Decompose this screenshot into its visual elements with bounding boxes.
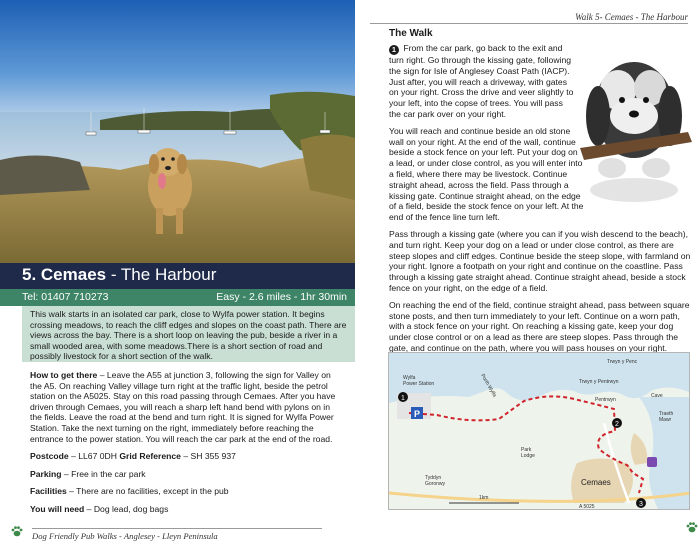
walk-heading: The Walk [389, 28, 433, 39]
paragraph-2-text: You will reach and continue beside an old stone wall on your right. At the end of the wall, continue beside a stock fence on your left. Put your dog on a lead, or under close control, as you will enter into a field, where there may be livestock. Continue straight ahead, across the field. Pass through a kissing gate. Continue straight ahead, on the edge of a field, beside the stock fence on your left. At the end of the fence line turn left. [389, 125, 584, 223]
how-text: – Leave the A55 at junction 3, following the sign for Valley on the A5. On reaching Valley village turn right at the traffic light, beside the petrol station on the A5025. Stay on this road passing through Cemaes. After you have driven through Cemaes, you will reach a sharp left hand bend with pylons on in the fields. Leave the road at the bend and turn right. It is signed for Wylfa Power Station. Take the next turning on the right, immediately before reaching the entrance to the power station. You will reach the car park at the end of the road. [30, 370, 336, 444]
parking-label: Parking [30, 468, 62, 479]
walk-title [0, 263, 355, 289]
map-label-cemaes: Cemaes [581, 478, 611, 487]
paw-print-icon [685, 520, 699, 534]
map-marker-3: 3 [639, 501, 643, 508]
intro-box: This walk starts in an isolated car park, close to Wylfa power station. It begins crossing meadows, to reach the cliff edges and slopes on the coast path. There are views across the bay. There is a short loop on leaving the pub, beside a river in a small wooded area, with some meadows.There is a short section of road and possibly livestock for a short section of the walk. [22, 306, 355, 362]
you-will-need-line [30, 504, 340, 515]
step-number-badge: 1 [389, 45, 399, 55]
paragraph-4: On reaching the end of the field, continue straight ahead, pass between square stone posts, and then turn immediately to your left. Continue on a worn path, with a stock fence on your right. On reaching a kissing gate, keep your dog under close control or on a lead as there are steep slopes. Pass through the gate, and continue on the path, where you will pass houses on your right. [389, 299, 690, 353]
map-label-road: A 5025 [579, 504, 595, 510]
postcode-label: Postcode [30, 451, 69, 462]
postcode-value: – LL67 0DH [68, 451, 120, 462]
map-label-wylfa: Wylfa Power Station [403, 375, 435, 387]
map-label-pentrwyn: Pentrwyn [595, 397, 616, 403]
paw-print-icon [10, 524, 24, 538]
how-label: How to get there [30, 370, 98, 380]
map-label-cave: Cave [651, 393, 663, 399]
route-map [388, 352, 690, 510]
map-marker-2: 2 [615, 421, 619, 428]
paragraph-2 [389, 126, 584, 223]
parking-value: – Free in the car park [61, 468, 146, 479]
step-1-text: From the car park, go back to the exit and turn right. Go through the kissing gate, following the sign for Isle of Anglesey Coast Path (IACP). Just after, you will reach a driveway, with gates on your right. Cross the drive and veer slightly to your left, into the copse of trees. You will pass the car park over on your right. [389, 43, 574, 119]
walk-title-number: 5. Cemaes [22, 265, 107, 284]
facilities-label: Facilities [30, 486, 67, 497]
map-label-trwyn-penc: Trwyn y Penc [607, 359, 638, 365]
grid-label: Grid Reference [119, 451, 181, 462]
map-label-park-lodge: Park Lodge [521, 447, 535, 459]
harbour-dog-photo [0, 0, 355, 263]
phone-number: Tel: 01407 710273 [22, 291, 109, 303]
walk-difficulty: Easy - 2.6 miles - 1hr 30min [216, 291, 347, 303]
need-value: – Dog lead, dog bags [84, 503, 169, 514]
need-label: You will need [30, 503, 85, 514]
walk-details [30, 370, 340, 522]
step-1-paragraph [389, 43, 574, 120]
map-marker-1: 1 [401, 395, 405, 402]
walk-title-subtitle: - The Harbour [106, 265, 217, 284]
info-bar [0, 289, 355, 306]
map-label-tyddyn: Tyddyn Goronwy [425, 475, 446, 487]
running-head: Walk 5- Cemaes - The Harbour [370, 12, 688, 24]
map-label-porth-wylfa: Porth Wylfa [479, 373, 498, 399]
how-to-get-there [30, 370, 340, 444]
map-label-traeth-mawr: Traeth Mawr [659, 411, 674, 423]
grid-value: – SH 355 937 [180, 451, 236, 462]
facilities-value: – There are no facilities, except in the pub [66, 486, 229, 497]
map-label-trwyn-pentrwyn: Trwyn y Pentrwyn [579, 379, 619, 385]
parking-line [30, 469, 340, 480]
parking-icon: P [413, 409, 421, 419]
facilities-line [30, 486, 340, 497]
paragraph-3: Pass through a kissing gate (where you can if you wish descend to the beach), and turn right. Keep your dog on a lead or under close control, as there are steep slopes and cliff edges. Continue beside the steep slope, with farmland on your right. Ignore a footpath on your right and continue on the coastline. Pass through a kissing gate straight ahead. Continue straight ahead, beside a stock fence on your right, on the edge of a field. [389, 228, 691, 293]
book-footer: Dog Friendly Pub Walks - Anglesey - Lleyn Peninsula [32, 528, 322, 541]
postcode-line [30, 451, 340, 462]
walk-directions [389, 43, 691, 360]
map-label-scale: 1km [479, 495, 489, 501]
